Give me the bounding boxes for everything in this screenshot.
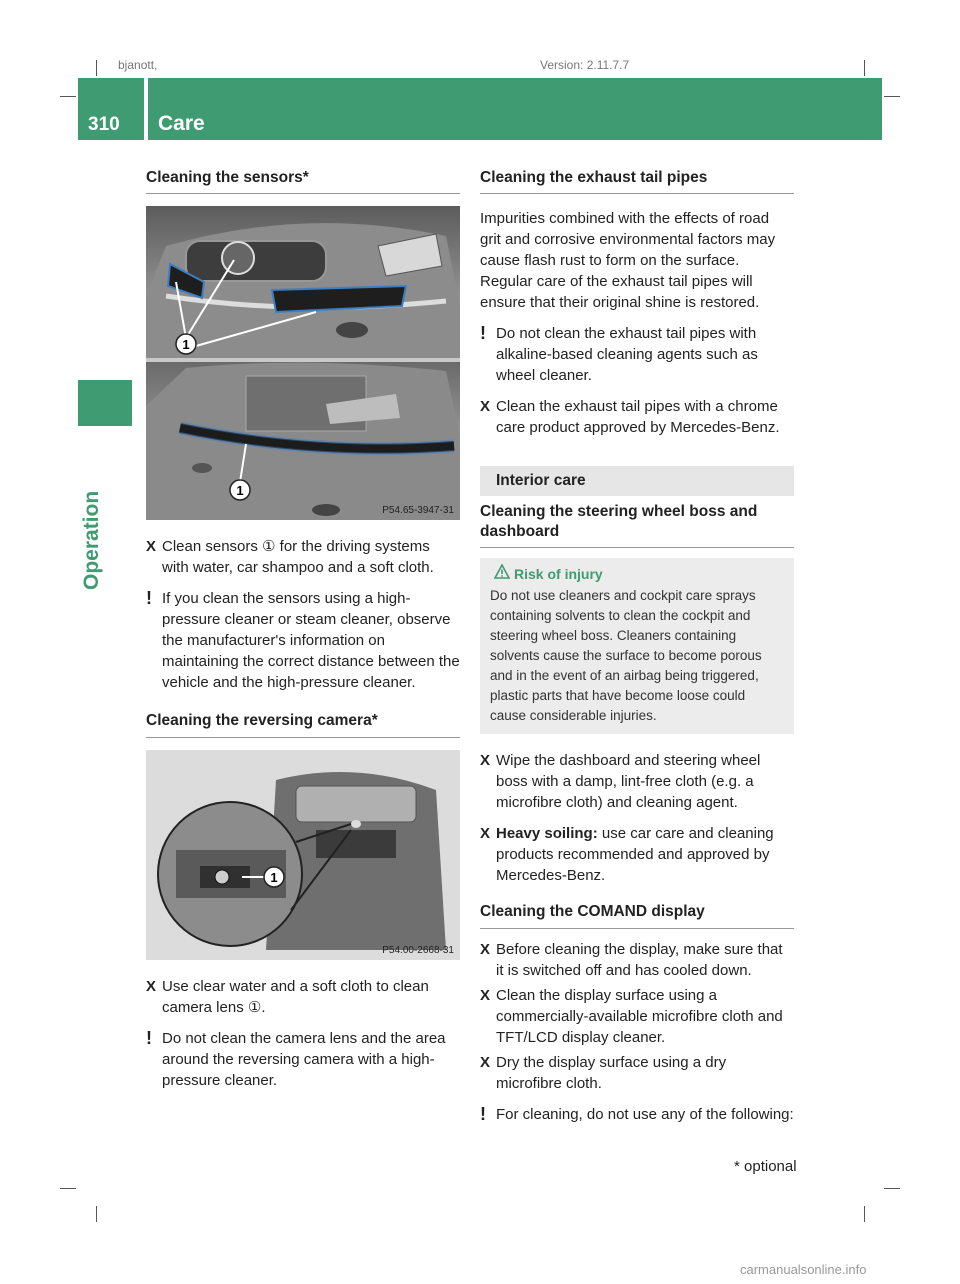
footer-optional: * optional xyxy=(734,1158,797,1175)
step-marker: X xyxy=(480,986,491,1004)
warning-triangle-icon xyxy=(494,564,510,583)
camera-illustration xyxy=(146,750,460,960)
section-side-label: Operation xyxy=(80,490,103,590)
note-high-pressure-camera: ! Do not clean the camera lens and the area around the reversing camera with a high-pressure cleaner. xyxy=(146,1027,446,1089)
page-title: Care xyxy=(158,112,205,135)
step-marker: X xyxy=(480,398,491,416)
note-display-do-not-use: ! For cleaning, do not use any of the following: xyxy=(480,1103,794,1124)
page-header xyxy=(78,78,882,140)
print-meta-left: bjanott, xyxy=(118,58,158,72)
interior-care-bar: Interior care xyxy=(480,466,794,496)
header-divider xyxy=(144,78,148,140)
note-marker: ! xyxy=(480,1103,486,1124)
step-wipe-dashboard: X Wipe the dashboard and steering wheel boss with a damp, lint-free cloth (e.g. a microfibre cloth) and cleaning agent. xyxy=(480,752,761,812)
step-marker: X xyxy=(480,1053,491,1071)
figure-code-sensors: P54.65-3947-31 xyxy=(382,505,454,517)
crop-mark xyxy=(864,1206,865,1222)
page-number: 310 xyxy=(88,114,120,135)
figure-reversing-camera xyxy=(146,750,460,960)
crop-mark xyxy=(864,60,865,76)
crop-mark xyxy=(96,60,97,76)
step-display-off: X Before cleaning the display, make sure that it is switched off and has cooled down. xyxy=(480,940,783,979)
heading-cleaning-sensors: Cleaning the sensors* xyxy=(146,168,460,194)
watermark: carmanualsonline.info xyxy=(740,1262,867,1277)
crop-mark xyxy=(60,96,76,97)
note-marker: ! xyxy=(146,588,152,609)
heading-cleaning-steering: Cleaning the steering wheel boss and dashboard xyxy=(480,502,794,548)
step-display-dry: X Dry the display surface using a dry microfibre cloth. xyxy=(480,1053,727,1092)
crop-mark xyxy=(60,1188,76,1189)
fig1-callout-1: 1 xyxy=(182,337,190,353)
step-marker: X xyxy=(480,825,491,843)
para-exhaust: Impurities combined with the effects of road grit and corrosive environmental factors may cause flash rust to form on the surface. Regular care of the exhaust tail pipes will ensure that their original shine is restored. xyxy=(480,210,776,312)
warning-box xyxy=(480,558,794,734)
warning-title: Risk of injury xyxy=(490,566,784,582)
side-tab xyxy=(78,380,132,426)
step-display-clean: X Clean the display surface using a commercially-available microfibre cloth and TFT/LCD display cleaner. xyxy=(480,986,783,1046)
heading-cleaning-comand: Cleaning the COMAND display xyxy=(480,902,794,928)
fig1b-callout-1: 1 xyxy=(236,483,244,499)
step-marker: X xyxy=(146,977,157,995)
sensors-illustration xyxy=(146,206,460,520)
print-meta-right: Version: 2.11.7.7 xyxy=(540,58,630,72)
warning-body: Do not use cleaners and cockpit care sprays containing solvents to clean the cockpit and steering wheel boss. Cleaners containing solvents cause the surface to become porous and in the event of an airbag being triggered, plastic parts that have become loose could cause considerable injuries. xyxy=(490,588,762,724)
crop-mark xyxy=(96,1206,97,1222)
step-marker: X xyxy=(480,940,491,958)
note-marker: ! xyxy=(480,323,486,344)
heading-cleaning-reversing-camera: Cleaning the reversing camera* xyxy=(146,711,460,737)
figure-sensors xyxy=(146,206,460,520)
note-marker: ! xyxy=(146,1027,152,1048)
left-column xyxy=(146,168,460,1101)
right-column xyxy=(480,168,794,1135)
note-exhaust-alkaline: ! Do not clean the exhaust tail pipes with alkaline-based cleaning agents such as wheel cleaner. xyxy=(480,323,758,385)
step-clean-camera: X Use clear water and a soft cloth to clean camera lens ①. xyxy=(146,977,429,1016)
step-exhaust-chrome: X Clean the exhaust tail pipes with a chrome care product approved by Mercedes-Benz. xyxy=(480,398,780,437)
step-clean-sensors: X Clean sensors ① for the driving systems with water, car shampoo and a soft cloth. xyxy=(146,538,434,577)
crop-mark xyxy=(884,1188,900,1189)
figure-code-camera: P54.00-2668-31 xyxy=(382,944,454,956)
step-marker: X xyxy=(146,538,157,556)
crop-mark xyxy=(884,96,900,97)
fig2-callout-1: 1 xyxy=(270,869,278,885)
note-high-pressure-sensors: ! If you clean the sensors using a high-pressure cleaner or steam cleaner, observe the manufacturer's information on maintaining the correct distance between the vehicle and the high-pressure cleaner. xyxy=(146,588,460,692)
heading-cleaning-exhaust: Cleaning the exhaust tail pipes xyxy=(480,168,794,194)
step-heavy-soiling: X Heavy soiling: use car care and cleaning products recommended and approved by Mercedes-Benz. xyxy=(480,825,774,885)
step-marker: X xyxy=(480,752,491,770)
